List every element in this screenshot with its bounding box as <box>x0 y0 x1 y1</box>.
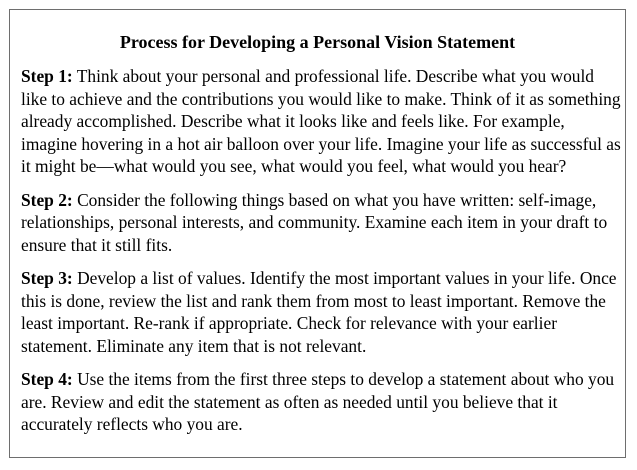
step-3 <box>21 267 623 357</box>
step-4-label: Step 4: <box>21 369 73 389</box>
document-title: Process for Developing a Personal Vision Statement <box>119 32 516 52</box>
step-4-text: Use the items from the first three steps to develop a statement about who you are. Review and edit the statement as often as needed until you believe that it accurately reflects who you are. <box>21 369 615 434</box>
document-frame <box>9 9 626 458</box>
step-1-label: Step 1: <box>21 66 73 86</box>
step-2-label: Step 2: <box>21 189 73 210</box>
step-2 <box>21 189 623 257</box>
step-3-label: Step 3: <box>21 268 73 288</box>
step-1-text: Think about your personal and professional life. Describe what you would like to achieve and the contributions you would like to make. Think of it as something already accomplished. Describe what it looks like and feels like. For example, imagine hovering in a hot air balloon over your life. Imagine your life as successful as it might be—what would you see, what would you feel, what would you hear? <box>21 66 621 176</box>
step-3-text: Develop a list of values. Identify the most important values in your life. Once this is done, review the list and rank them from most to least important. Remove the least important. Re-rank if appropriate. Check for relevance with your earlier statement. Eliminate any item that is not relevant. <box>21 268 617 356</box>
step-2-text: Consider the following things based on what you have written: self-image, relationships, personal interests, and community. Examine each item in your draft to ensure that it still fits. <box>21 189 608 255</box>
step-4 <box>21 368 623 436</box>
steps-list <box>21 65 623 447</box>
step-1 <box>21 65 623 178</box>
